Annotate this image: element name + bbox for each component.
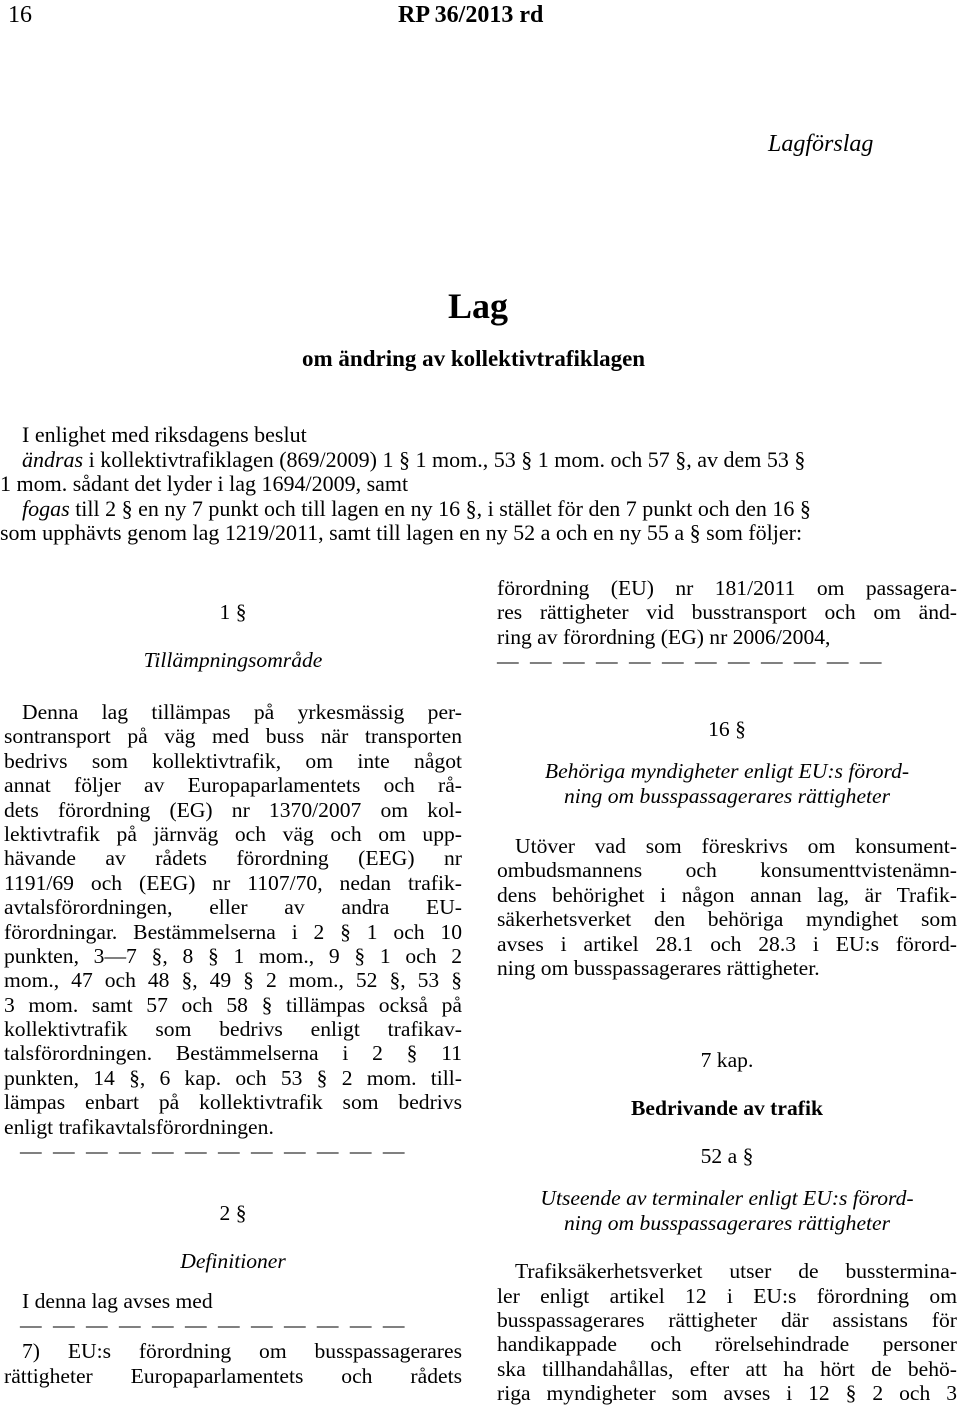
intro-line: [22, 497, 811, 522]
omission-dashes: — — — — — — — — — — — —: [20, 1313, 408, 1338]
body-line: mom., 47 och 48 §, 49 § 2 mom., 52 §, 53 §: [4, 968, 462, 993]
law-subtitle: om ändring av kollektivtrafiklagen: [302, 346, 646, 371]
body-line: ombudsmannens och konsumenttvistenämn-: [497, 858, 957, 883]
body-line: lektivtrafik på järnväg och väg och om upp-: [4, 821, 462, 846]
section-body: [497, 834, 957, 980]
section-title: [497, 1186, 957, 1235]
body-line: ring av förordning (EG) nr 2006/2004,: [497, 624, 831, 649]
body-line: kollektivtrafik som bedrivs enligt trafikav-: [4, 1017, 462, 1042]
section-title: Definitioner: [180, 1249, 286, 1274]
section-title-line: ning om busspassagerares rättigheter: [563, 783, 891, 808]
intro-line: som upphävts genom lag 1219/2011, samt till lagen en ny 52 a och en ny 55 a § som följer:: [0, 520, 803, 545]
section-number: 16 §: [708, 717, 746, 742]
section-title-line: Utseende av terminaler enligt EU:s förord-: [540, 1186, 914, 1211]
body-line: busspassagerares rättigheter där assistans för: [497, 1307, 957, 1332]
intro-text: till 2 § en ny 7 punkt och till lagen en ny 16 §, i stället för den 7 punkt och den 16 §: [69, 495, 811, 521]
body-line: 3 mom. samt 57 och 58 § tillämpas också på: [4, 992, 462, 1017]
body-line: ska tillhandahållas, efter att ha hört de behö-: [497, 1356, 957, 1381]
section-body: [497, 1259, 957, 1405]
body-line: förordning (EU) nr 181/2011 om passagera-: [497, 576, 957, 600]
body-line: I denna lag avses med: [22, 1289, 213, 1314]
body-line: punkten, 3—7 §, 8 § 1 mom., 9 § 1 och 2: [4, 943, 462, 968]
body-line: res rättigheter vid busstransport och om änd-: [497, 600, 957, 625]
body-line: punkten, 14 §, 6 kap. och 53 § 2 mom. till-: [4, 1065, 462, 1090]
body-line: rättigheter Europaparlamentets och rådets: [4, 1363, 462, 1388]
intro-text: i kollektivtrafiklagen (869/2009) 1 § 1 mom., 53 § 1 mom. och 57 §, av dem 53 §: [83, 446, 806, 472]
body-line: förordningar. Bestämmelserna i 2 § 1 och 10: [4, 919, 462, 944]
body-line: 1191/69 och (EEG) nr 1107/70, nedan trafik-: [4, 870, 462, 895]
body-line: ler enligt artikel 12 i EU:s förordning om: [497, 1283, 957, 1308]
body-line: dens behörighet i någon annan lag, är Trafik-: [497, 882, 957, 907]
section-title: Tillämpningsområde: [143, 648, 323, 672]
proposal-label: Lagförslag: [768, 131, 874, 157]
body-line: Denna lag tillämpas på yrkesmässig per-: [22, 700, 462, 724]
omission-dashes: — — — — — — — — — — — —: [497, 649, 885, 674]
body-line: avtalsförordningen, eller av andra EU-: [4, 895, 462, 920]
section-title: [497, 759, 957, 808]
body-line: enligt trafikavtalsförordningen.: [4, 1114, 274, 1139]
body-line: handikappade och rörelsehindrade personer: [497, 1332, 957, 1357]
body-line: Trafiksäkerhetsverket utser de busstermina-: [515, 1259, 957, 1284]
section-title-line: Behöriga myndigheter enligt EU:s förord-: [544, 759, 910, 784]
chapter-title: Bedrivande av trafik: [631, 1096, 823, 1121]
body-line: bedrivs som kollektivtrafik, om inte något: [4, 748, 462, 773]
body-line: riga myndigheter som avses i 12 § 2 och 3: [497, 1381, 957, 1406]
intro-line: 1 mom. sådant det lyder i lag 1694/2009, samt: [0, 471, 409, 496]
intro-line: [22, 448, 811, 473]
chapter-number: 7 kap.: [700, 1048, 754, 1073]
body-line: 7) EU:s förordning om busspassagerares: [22, 1339, 462, 1364]
section-title-line: ning om busspassagerares rättigheter: [563, 1210, 891, 1235]
section-number: 1 §: [219, 600, 247, 624]
body-line: säkerhetsverket den behöriga myndighet som: [497, 907, 957, 932]
body-line: lämpas enbart på kollektivtrafik som bedrivs: [4, 1090, 462, 1115]
right-column: [497, 576, 957, 1405]
document-id: RP 36/2013 rd: [398, 2, 544, 28]
intro-verb-amend: ändras: [22, 446, 84, 472]
intro-line: I enlighet med riksdagens beslut: [22, 422, 307, 447]
body-line: dets förordning (EG) nr 1370/2007 om kol-: [4, 797, 462, 822]
left-column: [4, 600, 462, 1388]
section-number: 2 §: [219, 1201, 247, 1226]
enacting-clause: [0, 422, 811, 546]
page-number: 16: [8, 2, 32, 28]
law-title: Lag: [448, 286, 509, 326]
section-number: 52 a §: [700, 1144, 754, 1169]
body-line: sontransport på väg med buss när transporten: [4, 724, 462, 749]
body-line: annat följer av Europaparlamentets och rå-: [4, 773, 462, 798]
intro-verb-add: fogas: [22, 495, 70, 521]
body-line: Utöver vad som föreskrivs om konsument-: [515, 833, 957, 858]
body-line: talsförordningen. Bestämmelserna i 2 § 11: [4, 1041, 462, 1066]
body-line: hävande av rådets förordning (EEG) nr: [4, 846, 462, 871]
section-body: [4, 700, 462, 1139]
body-line: avses i artikel 28.1 och 28.3 i EU:s förord-: [497, 931, 957, 956]
omission-dashes: — — — — — — — — — — — —: [20, 1139, 408, 1164]
body-line: ning om busspassagerares rättigheter.: [497, 955, 820, 980]
